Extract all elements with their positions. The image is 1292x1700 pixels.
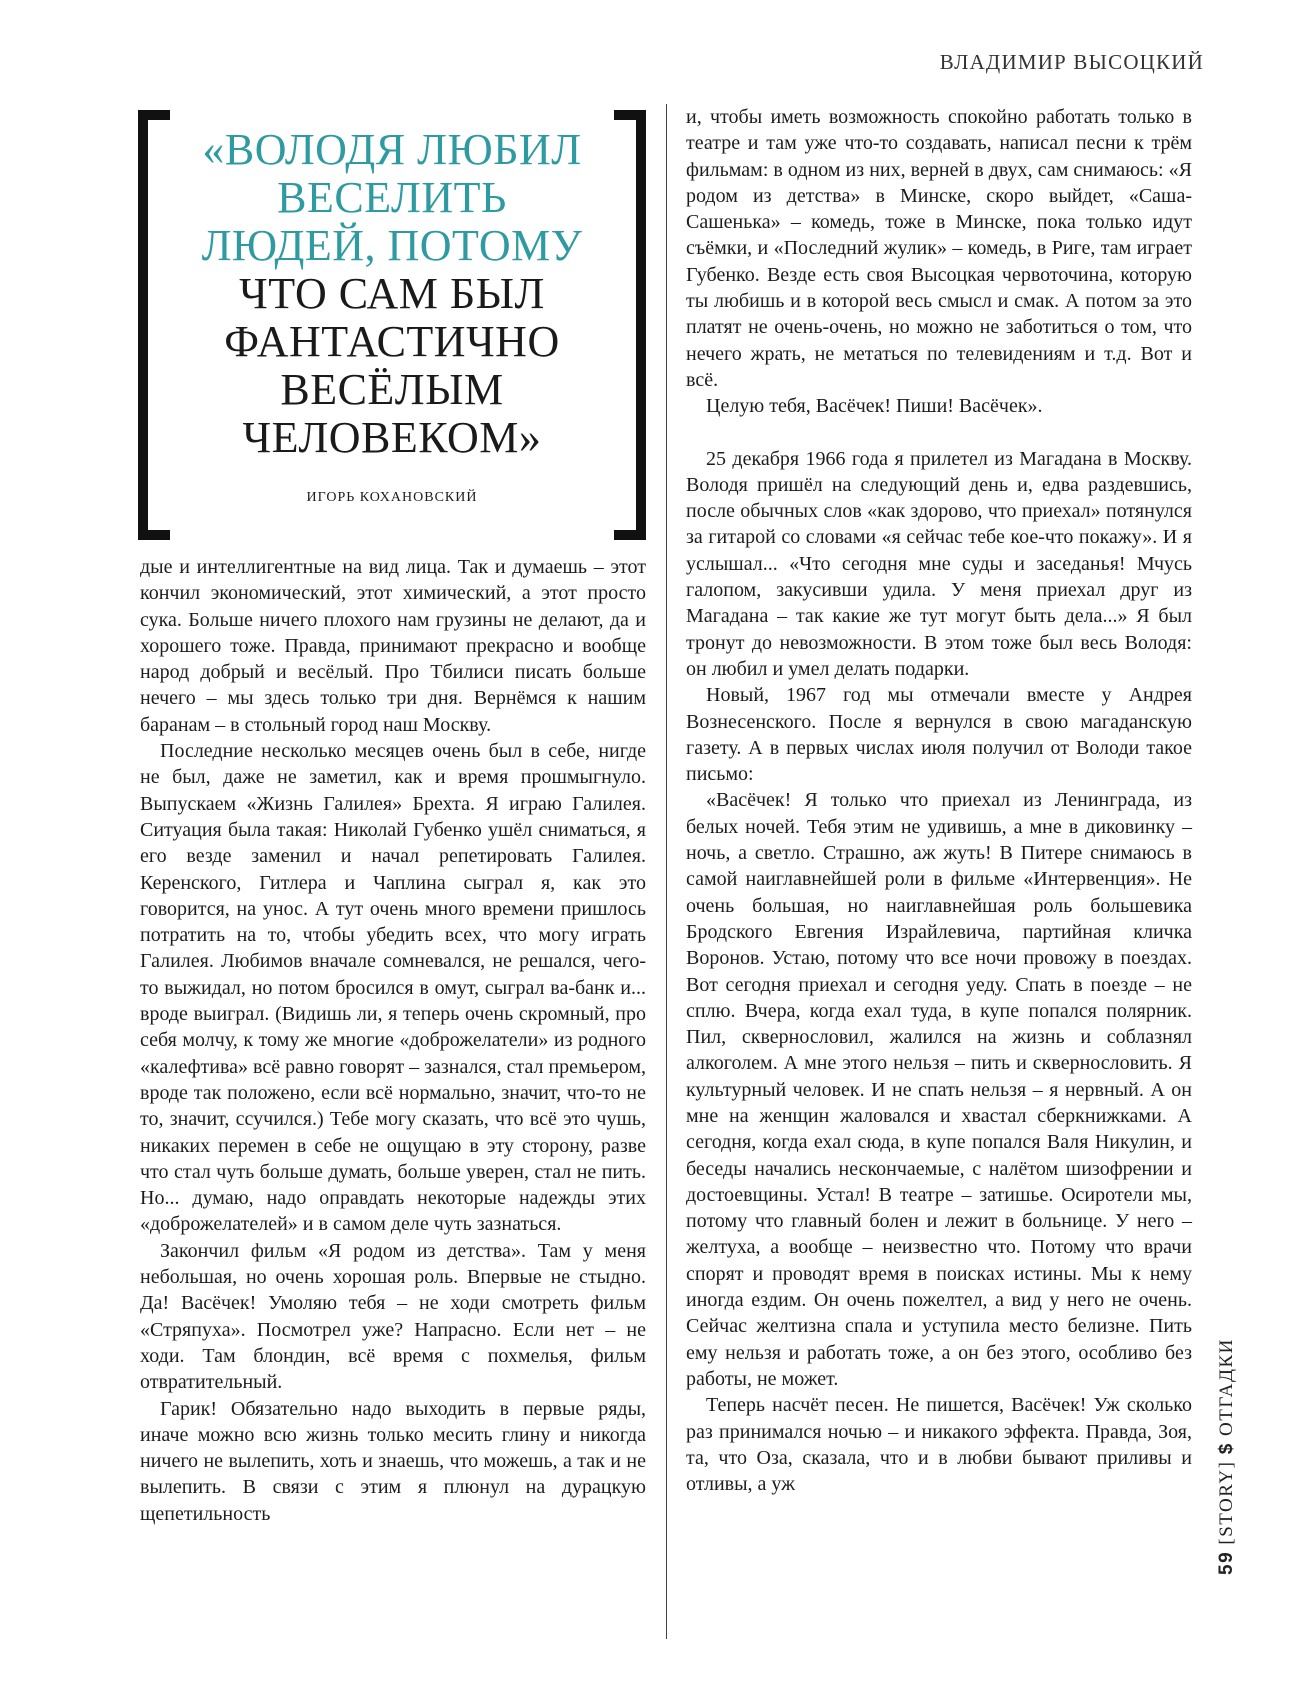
quote-line: ФАНТАСТИЧНО xyxy=(224,317,560,366)
section-label: [STORY] xyxy=(1216,1460,1237,1545)
column-divider xyxy=(666,104,667,1639)
right-bracket xyxy=(614,110,646,540)
quote-line: ЧТО САМ БЫЛ xyxy=(239,269,545,318)
quote-line: «ВОЛОДЯ ЛЮБИЛ xyxy=(202,125,582,174)
right-column xyxy=(686,104,1192,1497)
paragraph: дые и интеллигентные на вид лица. Так и думаешь – этот кончил экономический, этот химический, а этот просто сука. Больше ничего плохого нам грузины не делают, да и хорошего тоже. Правда, принимают прекрасно и вообще народ добрый и весёлый. Про Тбилиси писать больше нечего – мы здесь только три дня. Вернёмся к нашим баранам – в стольный город наш Москву. xyxy=(140,556,646,736)
left-column xyxy=(140,554,646,1527)
paragraph: Новый, 1967 год мы отмечали вместе у Андрея Вознесенского. После я вернулся в свою магаданскую газету. А в первых числах июля получил от Володи такое письмо: xyxy=(686,684,1192,786)
left-bracket xyxy=(138,110,170,540)
paragraph-spacer xyxy=(686,420,1192,446)
pull-quote-text xyxy=(172,126,612,462)
paragraph: «Васёчек! Я только что приехал из Ленинграда, из белых ночей. Тебя этим не удивишь, а мне в диковинку – ночь, а светло. Страшно, аж жуть! В Питере снимаюсь в самой наиглавнейшей роли в фильме «Интервенция». Не очень большая, но наиглавнейшая роль большевика Бродского Евгения Израйлевича, партийная кличка Воронов. Устаю, потому что все ночи провожу в поездах. Вот сегодня приехал и сегодня уеду. Спать в поезде – не сплю. Вчера, когда ехал туда, в купе попался полярник. Пил, сквернословил, жалился на жизнь и соблазнял алкоголем. А мне этого нельзя – пить и сквернословить. Я культурный человек. И не спать нельзя – я нервный. А он мне на женщин жаловался и хвастал сберкнижками. А сегодня, когда ехал сюда, в купе попался Валя Никулин, и беседы начались нескончаемые, с налётом шизофрении и достоевщины. Устал! В театре – затишье. Осиротели мы, потому что главный болен и лежит в больнице. У него – желтуха, а вообще – неизвестно что. Потому что врачи спорят и проводят время в поисках истины. Мы к нему иногда ездим. Он очень пожелтел, а вид у него не очень. Сейчас желтизна спала и уступила место белизне. Пить ему нельзя и работать тоже, а он без этого, особливо без работы, не может. xyxy=(686,789,1192,1390)
quote-line: ЛЮДЕЙ, ПОТОМУ xyxy=(201,221,583,270)
pull-quote xyxy=(138,110,646,540)
quote-line: ВЕСЕЛИТЬ xyxy=(277,173,507,222)
magazine-name: ОТГАДКИ xyxy=(1216,1338,1237,1436)
paragraph: Целую тебя, Васёчек! Пиши! Васёчек». xyxy=(706,395,1043,418)
paragraph: Гарик! Обязательно надо выходить в первые ряды, иначе можно всю жизнь только месить глину и никогда ничего не вылепить, хоть и знаешь, что можешь, а так и не вылепить. В связи с этим я плюнул на дурацкую щепетильность xyxy=(140,1397,646,1525)
paragraph: Последние несколько месяцев очень был в себе, нигде не был, даже не заметил, как и время прошмыгнуло. Выпускаем «Жизнь Галилея» Брехта. Я играю Галилея. Ситуация была такая: Николай Губенко ушёл сниматься, я его везде заменил и начал репетировать Галилея. Керенского, Гитлера и Чаплина сыграл я, как это говорится, на унос. А тут очень много времени пришлось потратить на то, чтобы убедить всех, что могу играть Галилея. Любимов вначале сомневался, не решался, чего-то выжидал, но потом бросился в омут, сыграл ва-банк и... вроде выиграл. (Видишь ли, я теперь очень скромный, про себя молчу, к тому же многие «доброжелатели» из родного «калефтива» всё равно говорят – зазнался, стал премьером, вроде так положено, если всё нормально, значит, что-то не то, значит, ссучился.) Тебе могу сказать, что всё это чушь, никаких перемен в себе не ощущаю в эту сторону, разве что стал чуть больше думать, больше уверен, стал не пить. Но... думаю, надо оправдать некоторые надежды этих «доброжелателей» и в самом деле чуть зазнаться. xyxy=(140,740,646,1236)
paragraph: и, чтобы иметь возможность спокойно работать только в театре и там уже что-то создавать, написал песни к трём фильмам: в одном из них, верней в двух, сам снимаюсь: «Я родом из детства» в Минске, скоро выйдет, «Саша-Сашенька» – комедь, тоже в Минске, пока только идут съёмки, и «Последний жулик» – комедь, в Риге, там играет Губенко. Везде есть своя Высоцкая червоточина, которую ты любишь и в которой весь смысл и смак. А потом за это платят не очень-очень, но можно не заботиться о том, что нечего жрать, не метаться по телевидениям и т.д. Вот и всё. xyxy=(686,106,1192,391)
quote-line: ЧЕЛОВЕКОМ» xyxy=(242,413,542,462)
paragraph: Теперь насчёт песен. Не пишется, Васёчек! Уж сколько раз принимался ночью – и никакого эффекта. Правда, Зоя, та, что Оза, сказала, что и в любви бывают приливы и отливы, а уж xyxy=(686,1394,1192,1496)
paragraph: Закончил фильм «Я родом из детства». Там у меня небольшая, но очень хорошая роль. Впервые не стыдно. Да! Васёчек! Умоляю тебя – не ходи смотреть фильм «Стряпуха». Посмотрел уже? Напрасно. Если нет – не ходи. Там блондин, всё время с похмелья, фильм отвратительный. xyxy=(140,1239,646,1394)
dollar-mark: $ xyxy=(1216,1442,1237,1455)
paragraph: 25 декабря 1966 года я прилетел из Магадана в Москву. Володя пришёл на следующий день и, едва раздевшись, после обычных слов «как здорово, что приехал» потянулся за гитарой со словами «я сейчас тебе кое-что покажу». И я услышал... «Что сегодня мне суды и заседанья! Мчусь галопом, закусивши удила. У меня приехал друг из Магадана – так какие же тут могут быть дела...» Я был тронут до невозможности. В этом тоже был весь Володя: он любил и умел делать подарки. xyxy=(686,447,1192,680)
quote-author: ИГОРЬ КОХАНОВСКИЙ xyxy=(306,490,478,505)
running-title: ВЛАДИМИР ВЫСОЦКИЙ xyxy=(939,50,1204,74)
page-number: 59 xyxy=(1216,1550,1237,1575)
quote-line: ВЕСЁЛЫМ xyxy=(280,365,504,414)
folio xyxy=(1216,1338,1238,1575)
